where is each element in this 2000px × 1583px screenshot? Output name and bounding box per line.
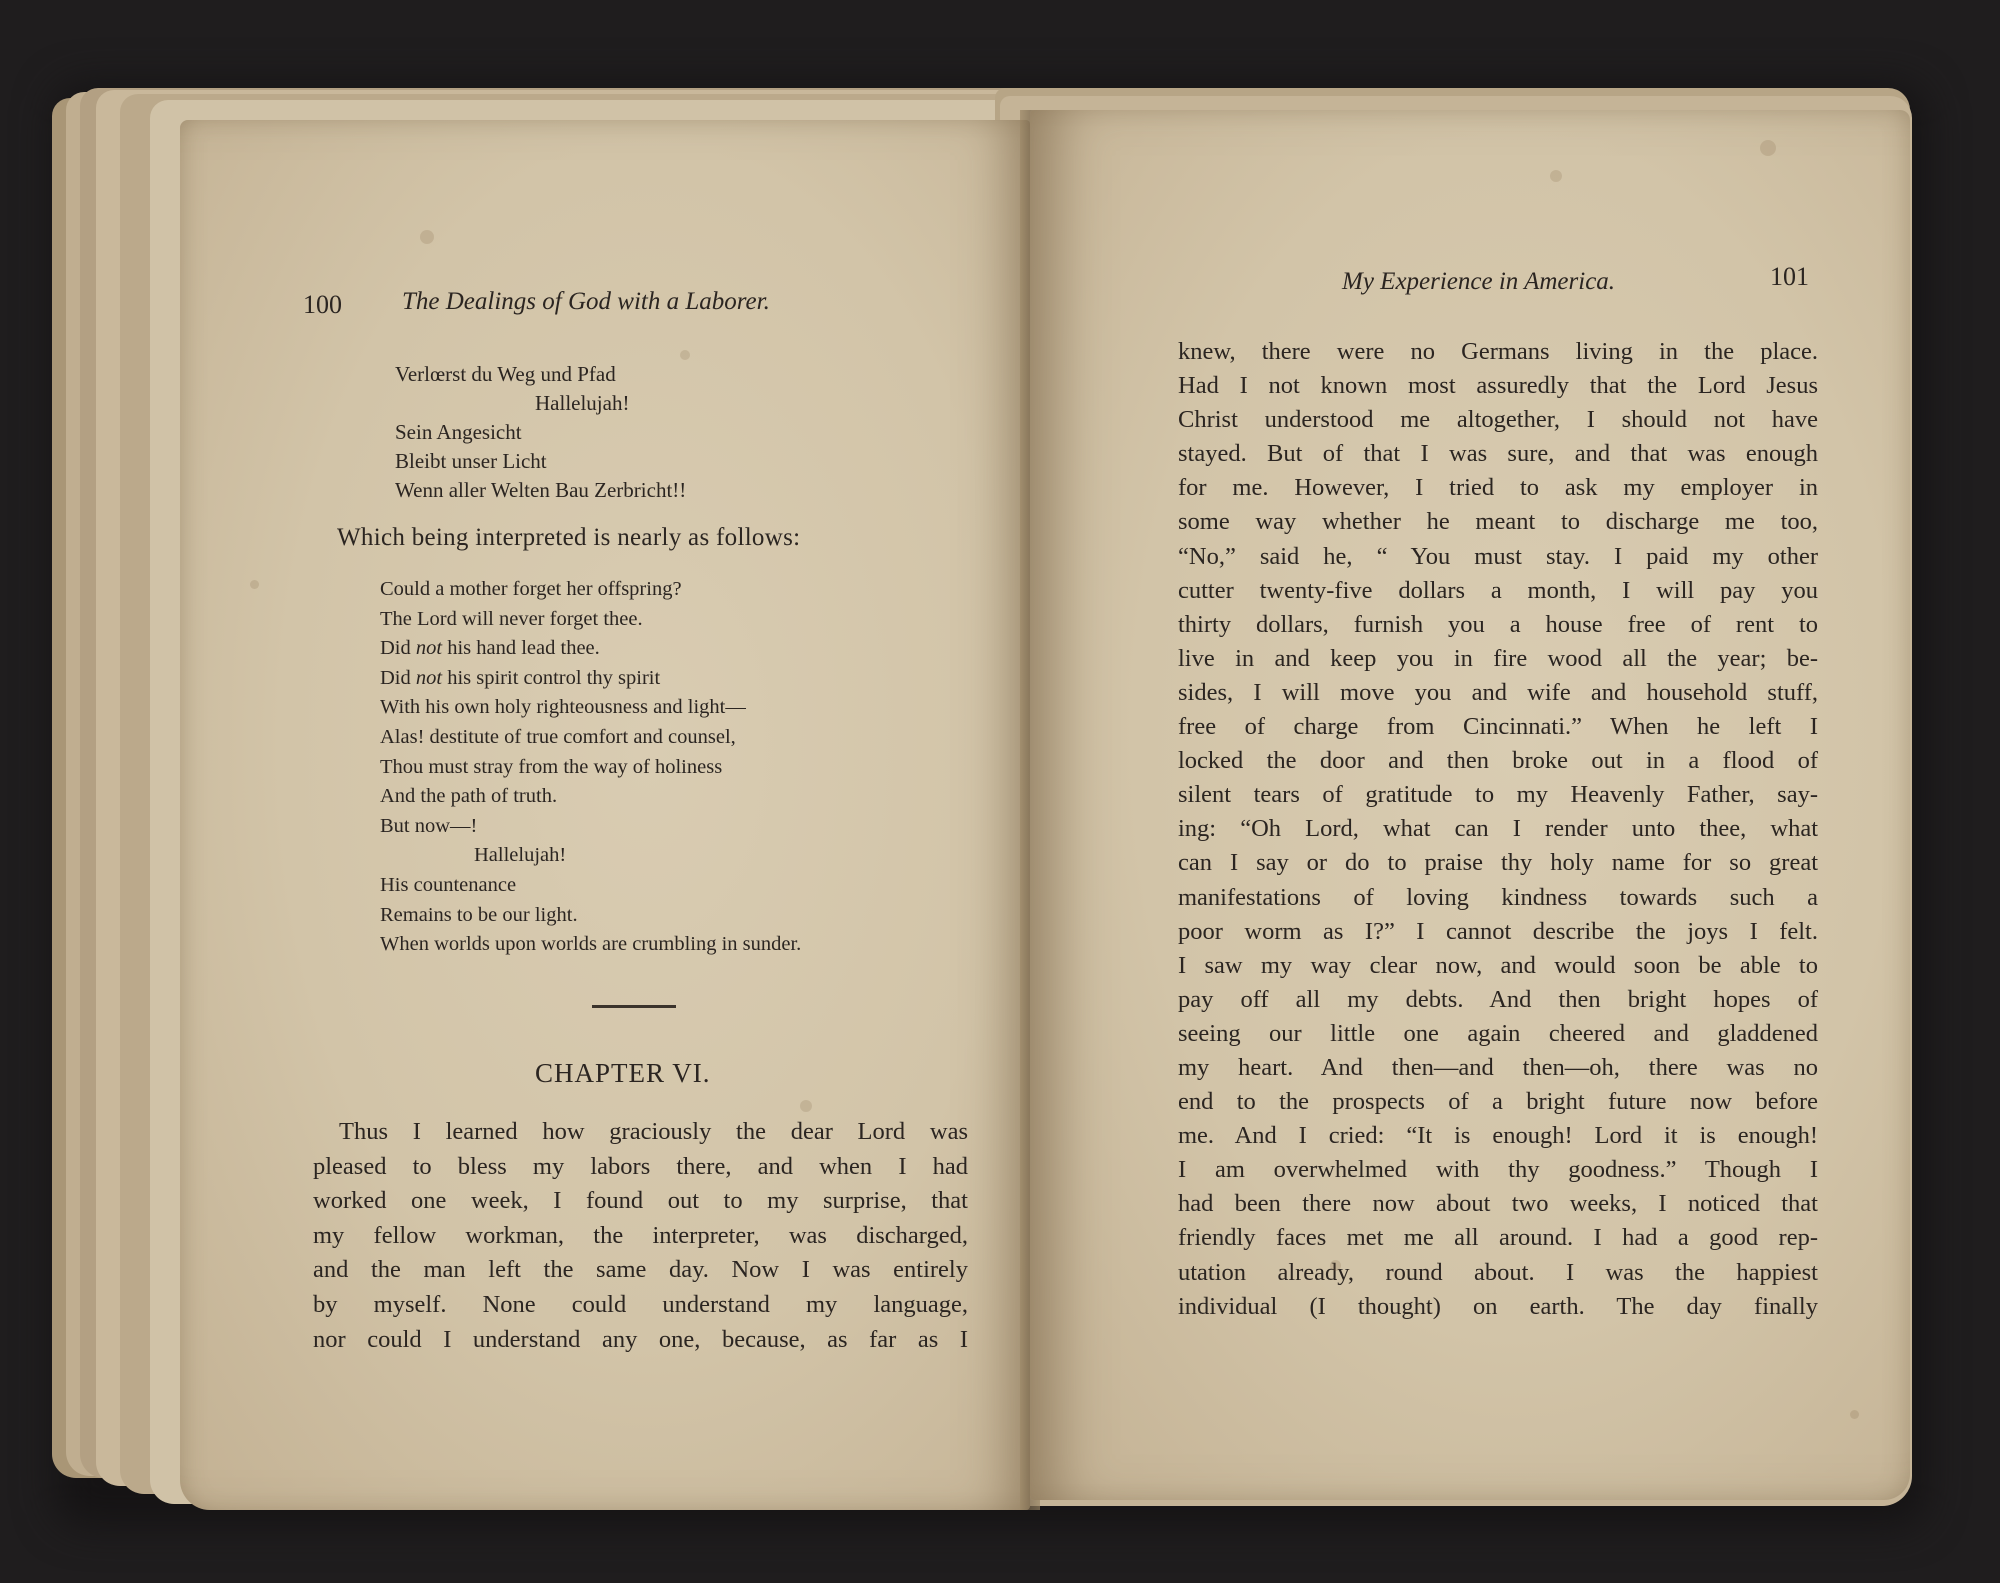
right-page-number: 101: [1770, 262, 1809, 291]
text-line: my heart. And then—and then—oh, there was no: [1178, 1053, 1818, 1081]
verse-line: Verlœrst du Weg und Pfad: [395, 362, 616, 386]
text-line: “No,” said he, “ You must stay. I paid my other: [1178, 542, 1818, 570]
text-line: individual (I thought) on earth. The day finally: [1178, 1292, 1818, 1320]
german-verse: [395, 360, 686, 505]
foxing-spot: [250, 580, 259, 589]
left-running-head: The Dealings of God with a Laborer.: [402, 288, 770, 315]
text-line: manifestations of loving kindness towards such a: [1178, 883, 1818, 911]
text-line: seeing our little one again cheered and gladdened: [1178, 1019, 1818, 1047]
translation-intro: Which being interpreted is nearly as follows:: [337, 524, 801, 551]
foxing-spot: [420, 230, 434, 244]
left-body-text: [313, 1115, 968, 1357]
verse-line: Sein Angesicht: [395, 420, 522, 444]
text-line: worked one week, I found out to my surprise, that: [313, 1187, 968, 1215]
text-line: some way whether he meant to discharge me too,: [1178, 508, 1818, 536]
text-line: I saw my way clear now, and would soon be able to: [1178, 951, 1818, 979]
translation-line: With his own holy righteousness and light—: [380, 696, 746, 719]
text-line: I am overwhelmed with thy goodness.” Though I: [1178, 1156, 1818, 1184]
text-line: me. And I cried: “It is enough! Lord it is enough!: [1178, 1122, 1818, 1150]
text-line: free of charge from Cincinnati.” When he left I: [1178, 713, 1818, 741]
foxing-spot: [1760, 140, 1776, 156]
translation-line: When worlds upon worlds are crumbling in sunder.: [380, 933, 802, 956]
translation-line: Remains to be our light.: [380, 903, 578, 926]
text-line: sides, I will move you and wife and household stuff,: [1178, 678, 1818, 706]
text-line: utation already, round about. I was the happiest: [1178, 1258, 1818, 1286]
foxing-spot: [800, 1100, 812, 1112]
text-line: for me. However, I tried to ask my employer in: [1178, 474, 1818, 502]
section-divider: [592, 1005, 676, 1008]
foxing-spot: [1330, 1260, 1341, 1271]
text-line: my fellow workman, the interpreter, was discharged,: [313, 1221, 968, 1249]
text-line: Christ understood me altogether, I should not have: [1178, 406, 1818, 434]
chapter-heading: CHAPTER VI.: [535, 1058, 711, 1088]
translation-line: The Lord will never forget thee.: [380, 607, 643, 630]
text-line: Had I not known most assuredly that the Lord Jesus: [1178, 372, 1818, 400]
text-line: poor worm as I?” I cannot describe the joys I felt.: [1178, 917, 1818, 945]
left-page: [180, 120, 1030, 1510]
text-line: thirty dollars, furnish you a house free of rent to: [1178, 610, 1818, 638]
text-line: pay off all my debts. And then bright hopes of: [1178, 985, 1818, 1013]
translation-line: Alas! destitute of true comfort and counsel,: [380, 725, 736, 748]
verse-line: Wenn aller Welten Bau Zerbricht!!: [395, 478, 687, 502]
text-line: ing: “Oh Lord, what can I render unto thee, what: [1178, 815, 1818, 843]
text-line: can I say or do to praise thy holy name for so great: [1178, 849, 1818, 877]
translation-line: His countenance: [380, 873, 517, 896]
translation-line: Hallelujah!: [474, 844, 567, 867]
text-line: nor could I understand any one, because, as far as I: [313, 1325, 968, 1353]
text-line: knew, there were no Germans living in the place.: [1178, 338, 1818, 365]
foxing-spot: [1550, 170, 1562, 182]
text-line: live in and keep you in fire wood all the year; be-: [1178, 644, 1818, 672]
right-page: [1030, 110, 1910, 1500]
right-body-text: [1178, 335, 1818, 1324]
text-line: pleased to bless my labors there, and when I had: [313, 1152, 968, 1180]
text-line: locked the door and then broke out in a flood of: [1178, 747, 1818, 775]
left-page-number: 100: [303, 290, 342, 319]
text-line: end to the prospects of a bright future now before: [1178, 1088, 1818, 1116]
foxing-spot: [680, 350, 690, 360]
translation-line: Did not his hand lead thee.: [380, 637, 600, 660]
right-running-head: My Experience in America.: [1342, 268, 1616, 295]
text-line: had been there now about two weeks, I noticed that: [1178, 1190, 1818, 1218]
verse-line: Hallelujah!: [535, 391, 630, 415]
translation-line: And the path of truth.: [380, 785, 558, 808]
text-line: cutter twenty-five dollars a month, I will pay you: [1178, 576, 1818, 604]
text-line: and the man left the same day. Now I was entirely: [313, 1256, 968, 1284]
translation-line: Did not his spirit control thy spirit: [380, 666, 661, 689]
translation-line: Could a mother forget her offspring?: [380, 578, 682, 600]
verse-line: Bleibt unser Licht: [395, 449, 547, 473]
translation-verse: [380, 575, 801, 960]
translation-line: Thou must stray from the way of holiness: [380, 755, 723, 778]
text-line: Thus I learned how graciously the dear Lord was: [339, 1118, 968, 1145]
text-line: silent tears of gratitude to my Heavenly Father, say-: [1178, 781, 1818, 809]
text-line: friendly faces met me all around. I had a good rep-: [1178, 1224, 1818, 1252]
text-line: stayed. But of that I was sure, and that was enough: [1178, 440, 1818, 468]
translation-line: But now—!: [380, 814, 478, 837]
foxing-spot: [1850, 1410, 1859, 1419]
text-line: by myself. None could understand my language,: [313, 1290, 968, 1318]
